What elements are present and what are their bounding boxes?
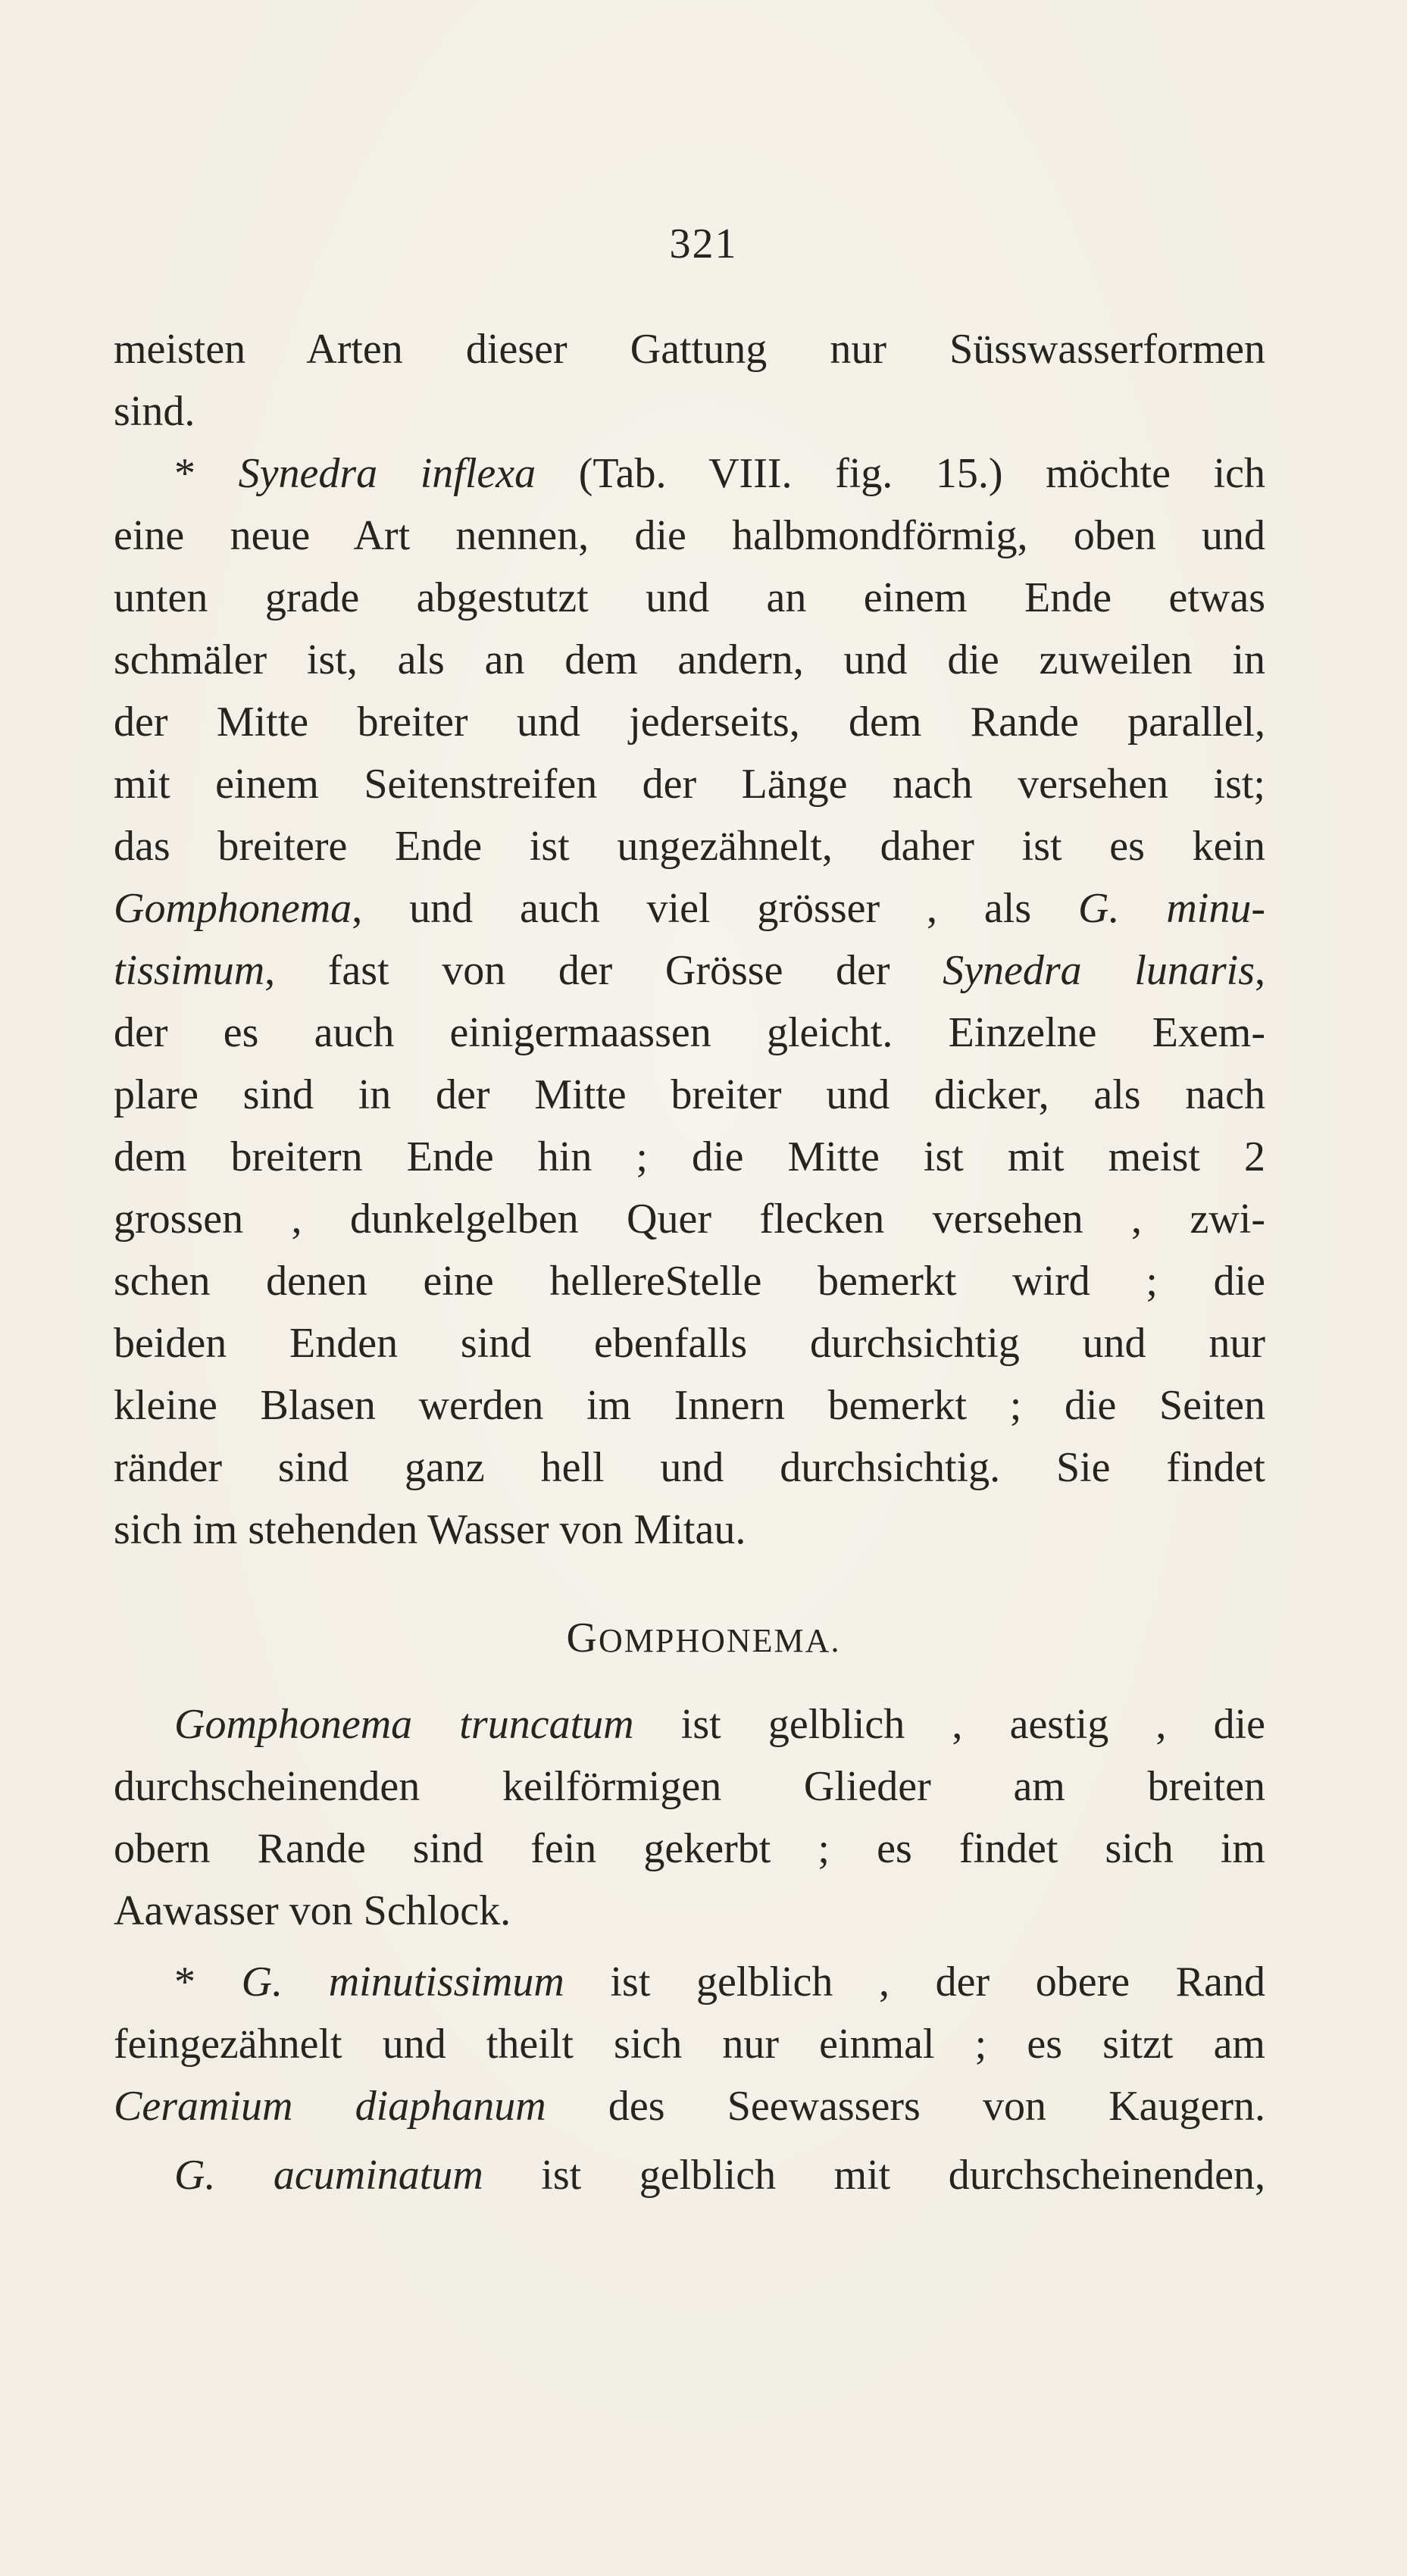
text-span: grossen , dunkelgelben Quer flecken versehen , zwi-: [114, 1196, 1265, 1243]
text-line: [114, 505, 1265, 567]
text-line: [114, 318, 1265, 380]
text-line: [114, 815, 1265, 877]
paragraph-minutissimum: [114, 1951, 1265, 2137]
text-span: dem breitern Ende hin ; die Mitte ist mit meist 2: [114, 1133, 1265, 1180]
text-span: des Seewassers von Kaugern.: [546, 2083, 1265, 2130]
text-line: [114, 1499, 1265, 1561]
species-name: Synedra lunaris: [943, 947, 1255, 994]
text-line: [114, 2075, 1265, 2137]
text-span: schmäler ist, als an dem andern, und die zuweilen in: [114, 636, 1265, 683]
paragraph-synedra: [114, 318, 1265, 1561]
text-line: [114, 1126, 1265, 1188]
text-line: [114, 691, 1265, 753]
text-span: der Mitte breiter und jederseits, dem Rande parallel,: [114, 699, 1265, 746]
text-span: mit einem Seitenstreifen der Länge nach versehen ist;: [114, 761, 1265, 808]
text-line: [114, 1064, 1265, 1126]
text-span: ist gelblich mit durchscheinenden,: [483, 2152, 1266, 2199]
paragraph-acuminatum: [114, 2144, 1265, 2206]
text-line: [114, 1250, 1265, 1312]
text-line: [114, 1188, 1265, 1250]
text-line: [114, 753, 1265, 815]
text-span: beiden Enden sind ebenfalls durchsichtig und nur: [114, 1320, 1265, 1367]
species-name: Synedra inflexa: [238, 450, 536, 497]
text-line: [114, 567, 1265, 629]
text-line: [114, 629, 1265, 691]
text-line: [114, 1002, 1265, 1064]
text-span: meisten Arten dieser Gattung nur Süsswasserformen: [114, 326, 1265, 373]
text-span: ist gelblich , der obere Rand: [564, 1959, 1265, 2005]
paragraph-truncatum: [114, 1693, 1265, 1942]
text-line: [114, 877, 1265, 939]
text-line: [114, 1951, 1265, 2013]
text-span: plare sind in der Mitte breiter und dicker, als nach: [114, 1071, 1265, 1118]
text-line: [114, 442, 1265, 505]
species-name: tissimum: [114, 947, 265, 994]
text-span: ist gelblich , aestig , die: [633, 1701, 1265, 1748]
text-line: [114, 1374, 1265, 1436]
text-span: *: [174, 450, 239, 497]
text-span: (Tab. VIII. fig. 15.) möchte ich: [536, 450, 1266, 497]
text-span: ,: [1254, 947, 1265, 994]
text-span: feingezähnelt und theilt sich nur einmal ; es sitzt am: [114, 2021, 1265, 2068]
text-line: [114, 2144, 1265, 2206]
species-name: G. acuminatum: [174, 2152, 483, 2199]
text-span: durchscheinenden keilförmigen Glieder am breiten: [114, 1763, 1265, 1810]
text-span: ränder sind ganz hell und durchsichtig. Sie findet: [114, 1444, 1265, 1491]
species-name: G. minutissimum: [241, 1959, 564, 2005]
species-name: Ceramium diaphanum: [114, 2083, 546, 2130]
text-line: [114, 1693, 1265, 1755]
text-line: [114, 939, 1265, 1002]
text-line: [114, 1436, 1265, 1499]
text-span: Aawasser von Schlock.: [114, 1887, 511, 1934]
genus-name: Gomphonema: [114, 885, 352, 932]
heading-initial: G: [566, 1615, 599, 1662]
species-name: Gomphonema truncatum: [174, 1701, 634, 1748]
text-line: [114, 1818, 1265, 1880]
text-line: [114, 2013, 1265, 2075]
text-span: kleine Blasen werden im Innern bemerkt ; die Seiten: [114, 1382, 1265, 1429]
text-span: unten grade abgestutzt und an einem Ende etwas: [114, 574, 1265, 621]
text-line: [114, 380, 1265, 442]
text-span: obern Rande sind fein gekerbt ; es findet sich im: [114, 1825, 1265, 1872]
text-span: eine neue Art nennen, die halbmondförmig, oben und: [114, 512, 1265, 559]
text-span: *: [174, 1959, 242, 2005]
text-line: [114, 1880, 1265, 1942]
section-heading: [0, 1614, 1407, 1662]
heading-text: OMPHONEMA.: [598, 1622, 841, 1659]
text-span: der es auch einigermaassen gleicht. Einzelne Exem-: [114, 1009, 1265, 1056]
text-span: das breitere Ende ist ungezähnelt, daher ist es kein: [114, 823, 1265, 870]
species-name: G. minu-: [1078, 885, 1265, 932]
text-span: , fast von der Grösse der: [264, 947, 943, 994]
text-line: [114, 1755, 1265, 1818]
text-span: sind.: [114, 388, 195, 435]
text-line: [114, 1312, 1265, 1374]
text-span: schen denen eine hellereStelle bemerkt wird ; die: [114, 1258, 1265, 1305]
page-number: 321: [669, 220, 738, 267]
text-span: , und auch viel grösser , als: [352, 885, 1079, 932]
text-span: sich im stehenden Wasser von Mitau.: [114, 1506, 746, 1553]
